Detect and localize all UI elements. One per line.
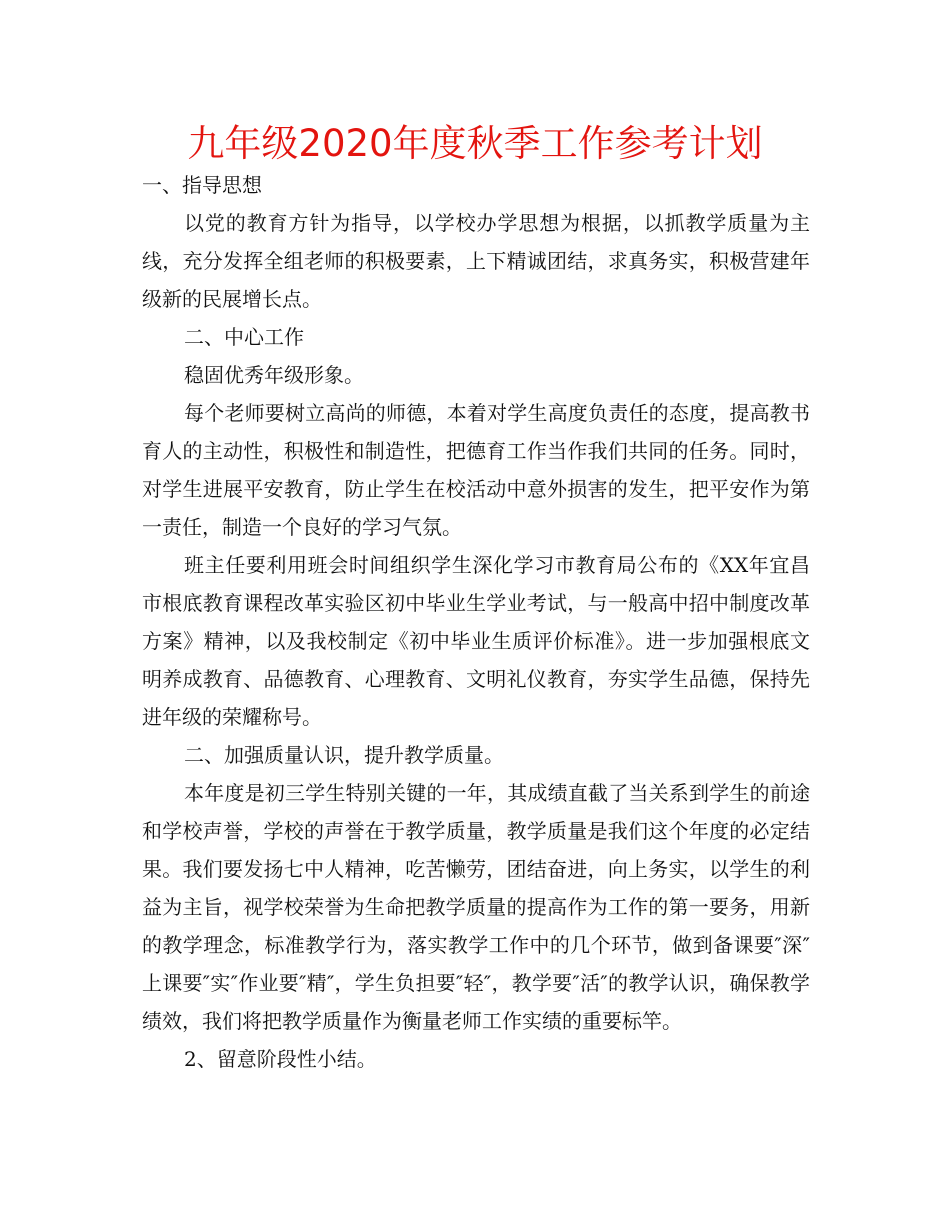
document-title: 九年级2020年度秋季工作参考计划 — [187, 122, 763, 165]
paragraph: 每个老师要树立高尚的师德，本着对学生高度负责任的态度，提高教书育人的主动性，积极性和制造性，把德育工作当作我们共同的任务。同时，对学生进展平安教育，防止学生在校活动中意外损害的发生，把平安作为第一责任，制造一个良好的学习气氛。 — [142, 401, 810, 539]
subsection-heading: 2、留意阶段性小结。 — [184, 1047, 377, 1071]
paragraph: 稳固优秀年级形象。 — [184, 363, 364, 387]
document-body — [142, 166, 810, 1078]
section-heading-guiding-ideology: 一、指导思想 — [142, 173, 262, 197]
section-heading-central-work: 二、中心工作 — [184, 325, 304, 349]
paragraph: 本年度是初三学生特别关键的一年，其成绩直截了当关系到学生的前途和学校声誉，学校的声誉在于教学质量，教学质量是我们这个年度的必定结果。我们要发扬七中人精神，吃苦懒劳，团结奋进，向上务实，以学生的利益为主旨，视学校荣誉为生命把教学质量的提高作为工作的第一要务，用新的教学理念，标准教学行为，落实教学工作中的几个环节，做到备课要″深″上课要″实″作业要″精″，学生负担要″轻″，教学要″活″的教学认识，确保教学绩效，我们将把教学质量作为衡量老师工作实绩的重要标竿。 — [142, 781, 810, 1033]
section-heading-quality: 二、加强质量认识，提升教学质量。 — [184, 743, 504, 767]
paragraph: 以党的教育方针为指导，以学校办学思想为根据，以抓教学质量为主线，充分发挥全组老师的积极要素，上下精诚团结，求真务实，积极营建年级新的民展增长点。 — [142, 211, 810, 311]
paragraph: 班主任要利用班会时间组织学生深化学习市教育局公布的《XX年宜昌市根底教育课程改革实验区初中毕业生学业考试，与一般高中招中制度改革方案》精神，以及我校制定《初中毕业生质评价标准》。进一步加强根底文明养成教育、品德教育、心理教育、文明礼仪教育，夯实学生品德，保持先进年级的荣耀称号。 — [142, 553, 810, 729]
